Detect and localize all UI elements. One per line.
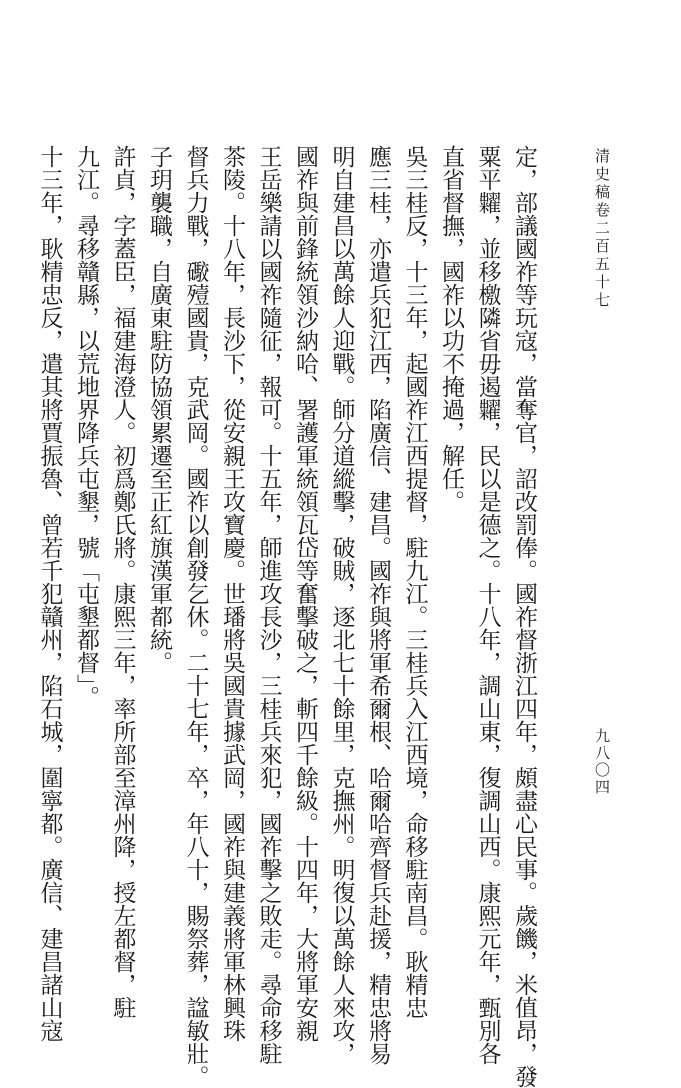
text-column-2: 粟平糶，並移檄隣省毋遏糶，民以是德之。十八年，調山東，復調山西。康熙元年，甄別各: [474, 145, 501, 1065]
text-column-12: 許貞，字蓋臣，福建海澄人。初爲鄭氏將。康熙三年，率所部至漳州降，授左都督，駐: [109, 145, 136, 1019]
text-body: [36, 145, 542, 1088]
text-column-14: 十三年，耿精忠反，遣其將賈振魯、曾若千犯贛州，陷石城，圍寧都。廣信、建昌諸山寇: [36, 145, 63, 1042]
text-column-5: 應三桂，亦遣兵犯江西，陷廣信、建昌。國祚與將軍希爾根、哈爾哈齊督兵赴援，精忠將易: [365, 145, 391, 1065]
text-column-9: 茶陵。十八年，長沙下，從安親王攻寶慶。世璠將吳國貴據武岡，國祚與建義將軍林興珠: [219, 145, 245, 1042]
text-column-1: 定，部議國祚等玩寇，當奪官，詔改罰俸。國祚督浙江四年，頗盡心民事。歲饑，米值昂，發: [511, 145, 537, 1088]
page-number: 九八〇四: [593, 728, 611, 796]
text-column-4: 吳三桂反，十三年，起國祚江西提督，駐九江。三桂兵入江西境，命移駐南昌。耿精忠: [401, 145, 428, 1019]
running-title: 清史稿卷二百五十七: [593, 148, 611, 310]
text-column-10: 督兵力戰，礮殪國貴，克武岡。國祚以創發乞休。二十七年，卒，年八十，賜祭葬，諡敏壯。: [182, 145, 209, 1088]
text-column-13: 九江。尋移贛縣，以荒地界降兵屯墾，號「屯墾都督」。: [73, 145, 99, 709]
text-column-7: 國祚與前鋒統領沙納哈、署護軍統領瓦岱等奮擊破之，斬四千餘級。十四年，大將軍安親: [292, 145, 318, 1042]
text-column-8: 王岳樂請以國祚隨征，報可。十五年，師進攻長沙，三桂兵來犯，國祚擊之敗走。尋命移駐: [255, 145, 282, 1065]
text-column-6: 明自建昌以萬餘人迎戰。師分道縱擊，破賊，逐北七十餘里，克撫州。明復以萬餘人來攻，: [328, 145, 355, 1065]
text-column-3: 直省督撫，國祚以功不掩過，解任。: [438, 145, 464, 513]
text-column-11: 子玥襲職，自廣東駐防協領累遷至正紅旗漢軍都統。: [146, 145, 172, 674]
